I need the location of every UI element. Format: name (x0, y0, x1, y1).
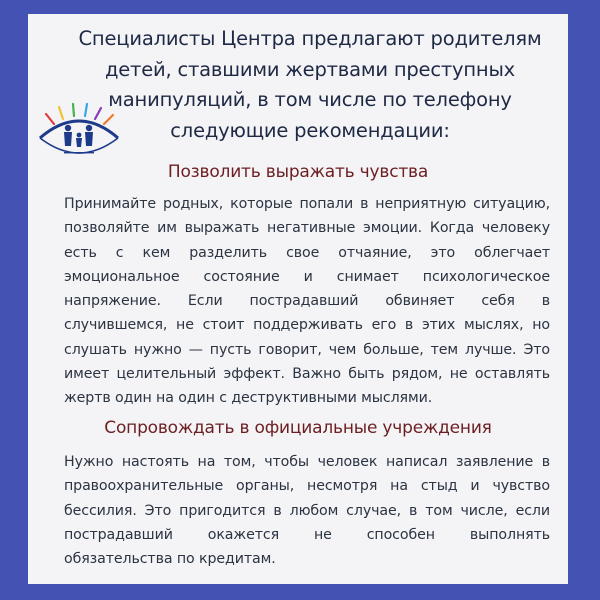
paragraph-line: пострадавший окажется не способен выполнять (64, 526, 550, 543)
paragraph-line: жертв один на один с деструктивными мыслями. (64, 390, 433, 407)
section-paragraph-express-feelings (64, 192, 550, 411)
page-heading (60, 24, 560, 146)
paragraph-line: случившемся, не стоит поддерживать его в этих мыслях, но (64, 317, 550, 334)
paragraph-line: напряжение. Если пострадавший обвиняет себя в (64, 293, 550, 310)
paragraph-line: есть с кем разделить свое отчаяние, это облегчает (64, 244, 550, 261)
paragraph-line: Нужно настоять на том, чтобы человек написал заявление в (64, 454, 550, 470)
heading-line: детей, ставшими жертвами преступных (104, 57, 516, 81)
paragraph-line: бессилия. Это пригодится в любом случае, в том числе, если (64, 502, 550, 519)
paragraph-line: Принимайте родных, которые попали в неприятную ситуацию, (64, 196, 550, 212)
section-title-official-institutions: Сопровождать в официальные учреждения (104, 418, 492, 438)
paragraph-line: имеет целительный эффект. Важно быть рядом, не оставлять (64, 366, 550, 383)
heading-line: следующие рекомендации: (170, 118, 450, 142)
heading-line: Специалисты Центра предлагают родителям (78, 27, 542, 50)
section-title-express-feelings: Позволить выражать чувства (167, 162, 429, 182)
paragraph-line: слушать нужно — пусть говорит, чем больше, тем лучше. Это (64, 341, 550, 358)
paragraph-line: позволяйте им выражать негативные эмоции. Когда человеку (64, 220, 550, 237)
paragraph-line: эмоциональное состояние и снимает психологическое (64, 268, 550, 285)
paragraph-line: правоохранительные органы, несмотря на стыд и чувство (64, 478, 550, 495)
section-paragraph-official-institutions (64, 450, 550, 571)
paragraph-line: обязательства по кредитам. (64, 551, 276, 568)
heading-line: манипуляций, в том числе по телефону (108, 88, 512, 111)
